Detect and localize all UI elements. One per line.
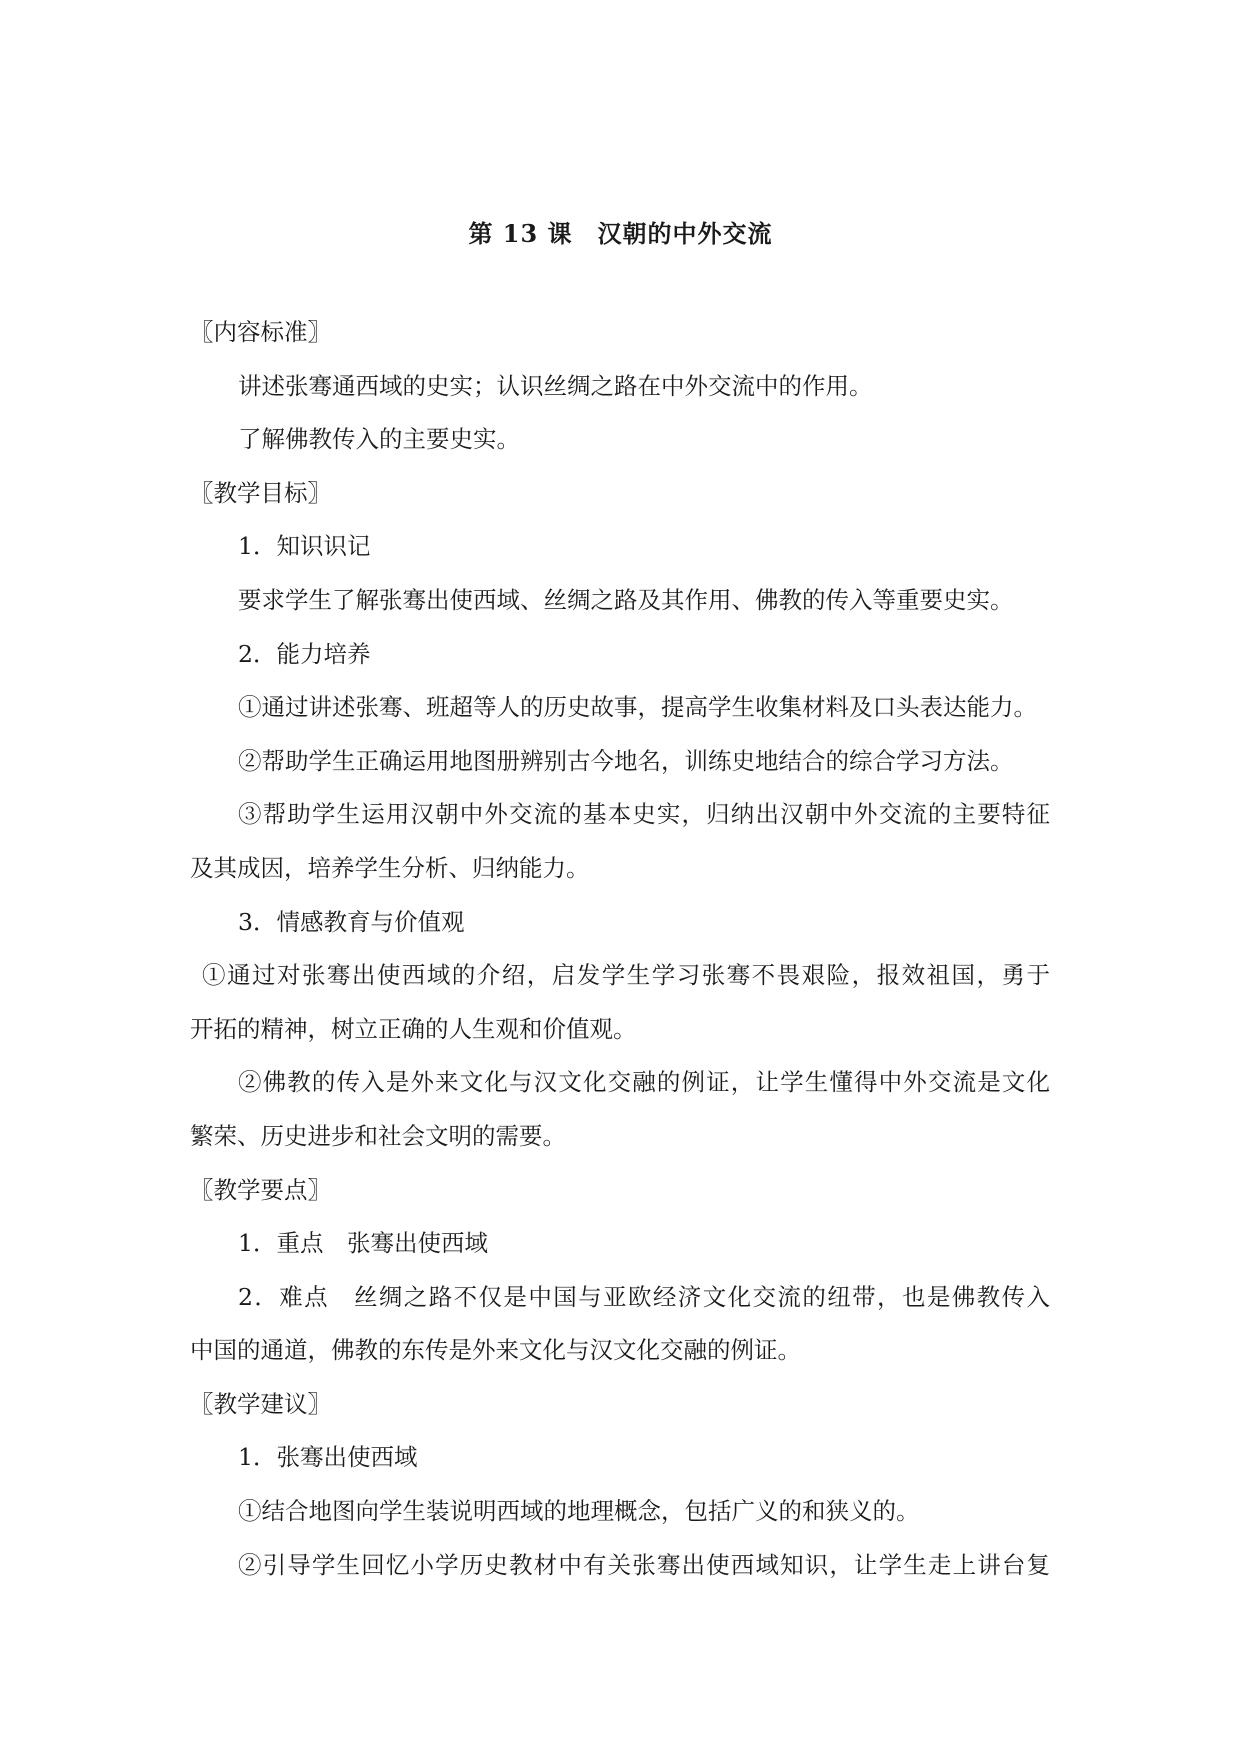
lesson-title: 第 13 课 汉朝的中外交流 bbox=[468, 219, 773, 248]
paragraph-continuation: 中国的通道，佛教的东传是外来文化与汉文化交融的例证。 bbox=[190, 1336, 801, 1365]
section-heading-teaching-points: 〖教学要点〗 bbox=[190, 1175, 331, 1204]
paragraph-continuation: 开拓的精神，树立正确的人生观和价值观。 bbox=[190, 1014, 637, 1043]
paragraph: ②佛教的传入是外来文化与汉文化交融的例证，让学生懂得中外交流是文化 bbox=[238, 1068, 1050, 1097]
subheading: 3．情感教育与价值观 bbox=[238, 907, 465, 936]
subheading: 1．知识识记 bbox=[238, 532, 371, 561]
paragraph: ①结合地图向学生装说明西域的地理概念，包括广义的和狭义的。 bbox=[238, 1497, 920, 1526]
paragraph: ①通过讲述张骞、班超等人的历史故事，提高学生收集材料及口头表达能力。 bbox=[238, 693, 1037, 722]
paragraph: ①通过对张骞出使西域的介绍，启发学生学习张骞不畏艰险，报效祖国，勇于 bbox=[202, 961, 1050, 990]
section-heading-content-standard: 〖内容标准〗 bbox=[190, 318, 331, 346]
paragraph-continuation: 及其成因，培养学生分析、归纳能力。 bbox=[190, 853, 590, 882]
paragraph: 讲述张骞通西域的史实；认识丝绸之路在中外交流中的作用。 bbox=[238, 371, 873, 400]
paragraph: ②引导学生回忆小学历史教材中有关张骞出使西域知识，让学生走上讲台复 bbox=[238, 1550, 1050, 1579]
paragraph: 要求学生了解张骞出使西域、丝绸之路及其作用、佛教的传入等重要史实。 bbox=[238, 585, 1014, 614]
section-heading-teaching-suggestions: 〖教学建议〗 bbox=[190, 1389, 331, 1418]
document-body bbox=[190, 306, 1050, 1592]
section-heading-teaching-goals: 〖教学目标〗 bbox=[190, 478, 331, 507]
paragraph: 2．难点 丝绸之路不仅是中国与亚欧经济文化交流的纽带，也是佛教传入 bbox=[238, 1282, 1050, 1311]
paragraph: 了解佛教传入的主要史实。 bbox=[238, 425, 520, 454]
subheading: 1．张骞出使西域 bbox=[238, 1443, 418, 1472]
paragraph: ②帮助学生正确运用地图册辨别古今地名，训练史地结合的综合学习方法。 bbox=[238, 746, 1014, 775]
paragraph: ③帮助学生运用汉朝中外交流的基本史实，归纳出汉朝中外交流的主要特征 bbox=[238, 800, 1050, 829]
paragraph: 1．重点 张骞出使西域 bbox=[238, 1229, 488, 1258]
subheading: 2．能力培养 bbox=[238, 639, 371, 668]
paragraph-continuation: 繁荣、历史进步和社会文明的需要。 bbox=[190, 1121, 566, 1150]
